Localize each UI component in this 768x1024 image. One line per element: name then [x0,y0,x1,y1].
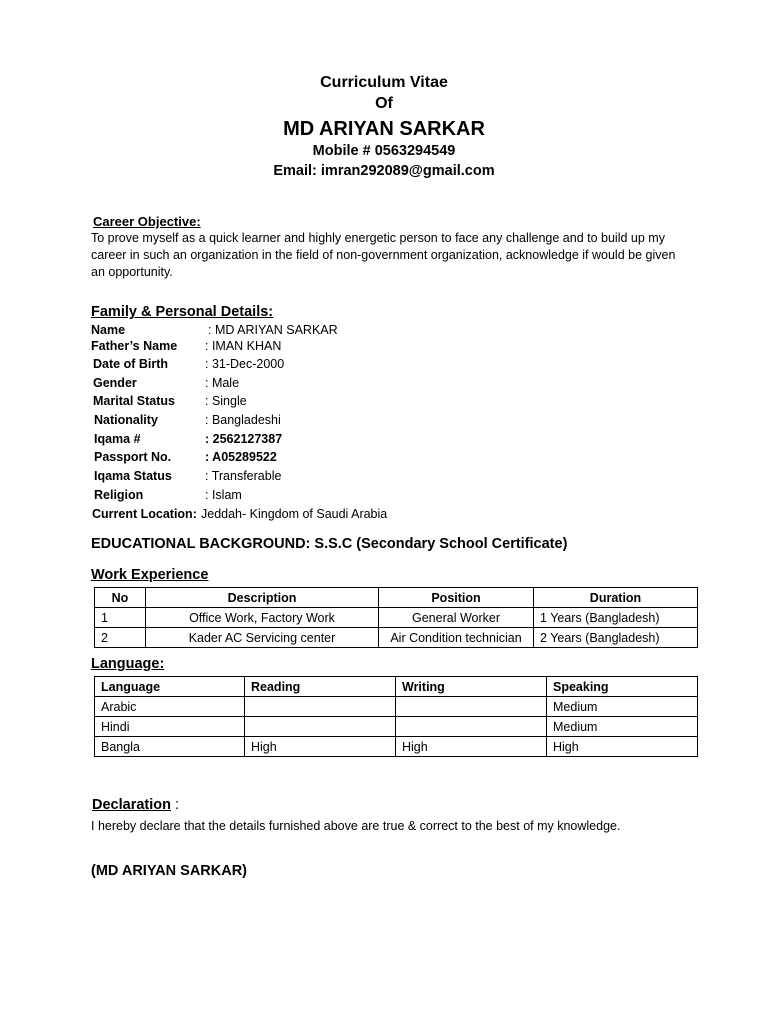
declaration-heading: Declaration [92,797,171,813]
personal-label-iqama-status: Iqama Status [94,469,172,483]
personal-value-marital-status: : Single [205,394,247,408]
work-cell: 2 Years (Bangladesh) [534,628,698,648]
work-cell: Air Condition technician [379,628,534,648]
work-cell: Office Work, Factory Work [146,608,379,628]
current-location-label: Current Location: [92,507,197,521]
educational-background: EDUCATIONAL BACKGROUND: S.S.C (Secondary School Certificate) [91,536,568,552]
language-cell: High [547,737,698,757]
work-cell: Kader AC Servicing center [146,628,379,648]
personal-label-iqama: Iqama # [94,432,141,446]
work-cell: General Worker [379,608,534,628]
personal-value-passport: : A05289522 [205,450,277,464]
personal-label-gender: Gender [93,376,137,390]
personal-label-dob: Date of Birth [93,357,168,371]
language-cell: Medium [547,697,698,717]
table-row [95,737,698,757]
work-header-description: Description [146,588,379,608]
work-experience-table [94,587,698,648]
language-cell: Bangla [95,737,245,757]
personal-label-marital-status: Marital Status [93,394,175,408]
declaration-heading-line [92,797,179,813]
language-header-reading: Reading [245,677,396,697]
table-row [95,717,698,737]
language-cell: Hindi [95,717,245,737]
signature-name: (MD ARIYAN SARKAR) [91,863,248,879]
personal-value-nationality: : Bangladeshi [205,413,281,427]
personal-value-iqama: : 2562127387 [205,432,283,446]
email-address: Email: imran292089@gmail.com [273,163,495,179]
language-cell: High [396,737,547,757]
personal-label-name: Name [91,323,126,337]
language-cell [245,717,396,737]
table-header-row [95,677,698,697]
document-title: Curriculum Vitae [320,74,448,91]
table-header-row [95,588,698,608]
career-objective-heading: Career Objective: [93,214,201,229]
work-cell: 2 [95,628,146,648]
personal-label-passport: Passport No. [94,450,172,464]
personal-details-heading: Family & Personal Details: [91,304,274,320]
personal-value-gender: : Male [205,376,240,390]
personal-value-religion: : Islam [205,488,242,502]
personal-value-father-name: : IMAN KHAN [205,339,282,353]
personal-label-religion: Religion [94,488,144,502]
work-header-position: Position [379,588,534,608]
table-row [95,697,698,717]
language-heading: Language: [91,656,165,672]
language-header-speaking: Speaking [547,677,698,697]
language-table [94,676,698,757]
language-header-writing: Writing [396,677,547,697]
language-cell [396,697,547,717]
language-header-language: Language [95,677,245,697]
candidate-name: MD ARIYAN SARKAR [283,118,485,140]
work-header-no: No [95,588,146,608]
language-cell: High [245,737,396,757]
personal-value-name: : MD ARIYAN SARKAR [208,323,338,337]
current-location-value: Jeddah- Kingdom of Saudi Arabia [201,507,388,521]
declaration-colon: : [170,797,180,813]
career-objective-text: To prove myself as a quick learner and highly energetic person to face any challenge and to build up my career in such an organization in the field of non-government organization, acknowledge if would be given an opportunity. [91,231,676,279]
personal-label-nationality: Nationality [94,413,158,427]
personal-value-dob: : 31-Dec-2000 [205,357,285,371]
work-experience-heading: Work Experience [91,567,209,583]
language-cell: Medium [547,717,698,737]
table-row [95,608,698,628]
language-cell [396,717,547,737]
declaration-text: I hereby declare that the details furnished above are true & correct to the best of my knowledge. [91,819,621,833]
document-title-of: Of [375,95,393,112]
personal-label-father-name: Father’s Name [91,339,178,353]
language-cell [245,697,396,717]
language-cell: Arabic [95,697,245,717]
mobile-number: Mobile # 0563294549 [312,143,456,159]
work-cell: 1 Years (Bangladesh) [534,608,698,628]
table-row [95,628,698,648]
work-header-duration: Duration [534,588,698,608]
work-cell: 1 [95,608,146,628]
personal-value-iqama-status: : Transferable [205,469,282,483]
